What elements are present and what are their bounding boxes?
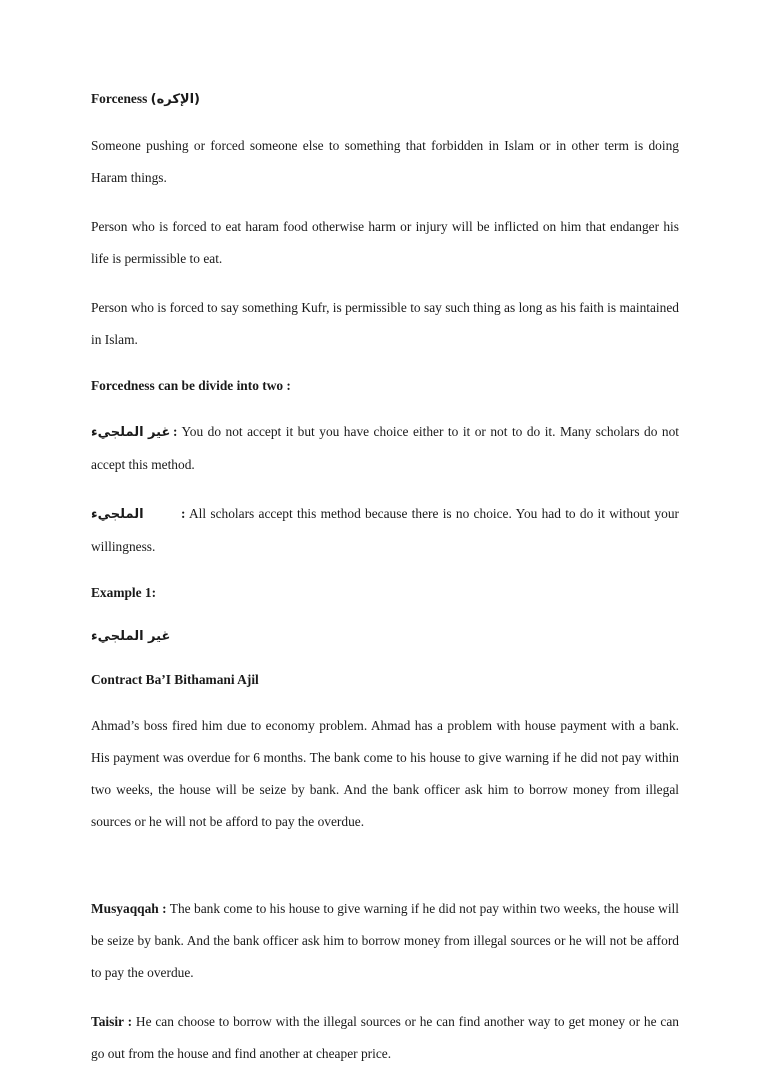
paragraph-story: Ahmad’s boss fired him due to economy problem. Ahmad has a problem with house payment with a bank. His payment was overdue for 6 months. The bank come to his house to give warning if he did not pay within two weeks, the house will be seize by bank. And the bank officer ask him to borrow money from illegal sources or he will not be afford to pay the overdue. bbox=[91, 718, 679, 829]
paragraph-musyaqqah bbox=[91, 893, 679, 989]
paragraph-type-muljiy bbox=[91, 498, 679, 563]
heading-divisions: Forcedness can be divide into two : bbox=[91, 378, 291, 393]
type1-colon: : bbox=[173, 424, 178, 439]
heading-example: Example 1: bbox=[91, 585, 157, 600]
spacer bbox=[91, 855, 679, 893]
title bbox=[91, 86, 679, 113]
example-arabic-term: غير الملجيء bbox=[91, 629, 171, 644]
document-page bbox=[91, 86, 679, 1087]
paragraph-haram-food: Person who is forced to eat haram food otherwise harm or injury will be inflicted on him that endanger his life is permissible to eat. bbox=[91, 219, 679, 266]
example-arabic-line bbox=[91, 623, 679, 650]
musyaqqah-label: Musyaqqah : bbox=[91, 901, 167, 916]
heading-contract: Contract Ba’I Bithamani Ajil bbox=[91, 672, 259, 687]
type1-text: You do not accept it but you have choice either to it or not to do it. Many scholars do not accept this method. bbox=[91, 424, 679, 472]
musyaqqah-text: The bank come to his house to give warning if he did not pay within two weeks, the house will be seize by bank. And the bank officer ask him to borrow money from illegal sources or he will not be afford to pay the overdue. bbox=[91, 901, 679, 980]
type1-arabic-term: غير الملجيء bbox=[91, 425, 171, 440]
type2-colon: : bbox=[181, 506, 186, 521]
paragraph-taisir bbox=[91, 1006, 679, 1070]
type2-arabic-term: الملجيء bbox=[91, 507, 144, 522]
paragraph-kufr: Person who is forced to say something Kufr, is permissible to say such thing as long as his faith is maintained in Islam. bbox=[91, 300, 679, 347]
taisir-text: He can choose to borrow with the illegal sources or he can find another way to get money or he can go out from the house and find another at cheaper price. bbox=[91, 1014, 679, 1061]
type2-text: All scholars accept this method because there is no choice. You had to do it without your willingness. bbox=[91, 506, 679, 554]
paragraph-definition: Someone pushing or forced someone else to something that forbidden in Islam or in other term is doing Haram things. bbox=[91, 138, 679, 185]
paragraph-type-ghair-muljiy bbox=[91, 416, 679, 481]
title-label: Forceness bbox=[91, 91, 148, 106]
title-arabic: (الإكره) bbox=[150, 92, 200, 107]
taisir-label: Taisir : bbox=[91, 1014, 133, 1029]
